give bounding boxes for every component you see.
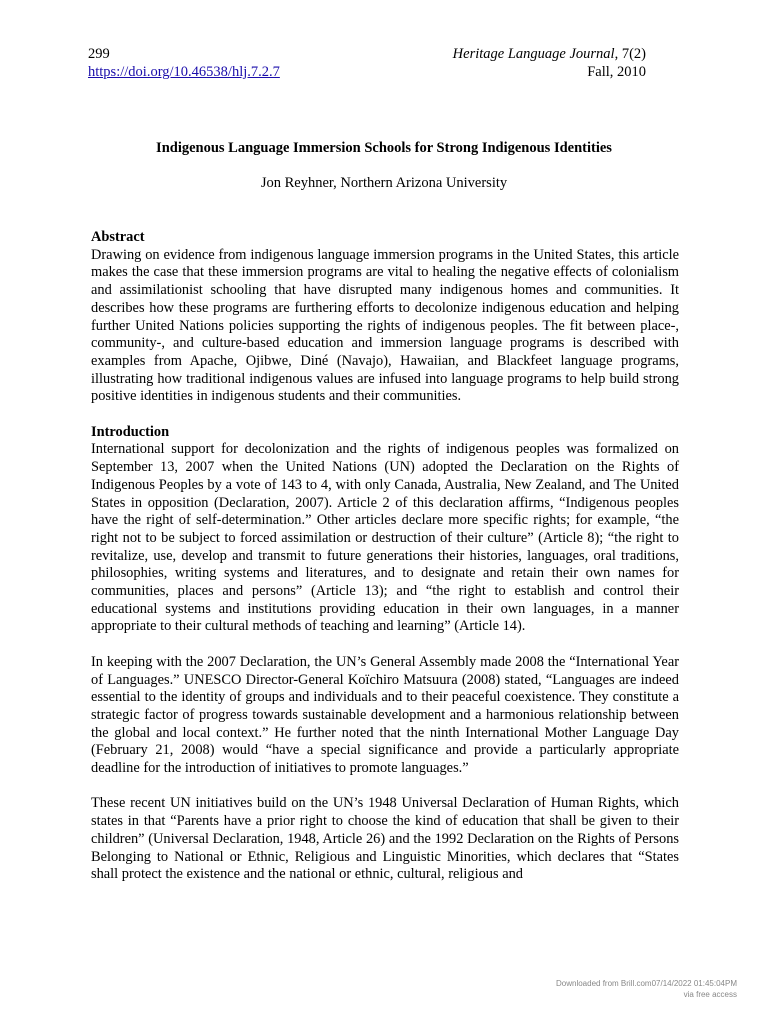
- header-right: [453, 45, 646, 81]
- intro-paragraph: International support for decolonization and the rights of indigenous peoples was formalized on September 13, 2007 when the United Nations (UN) adopted the Declaration on the Rights of Indigenous Peoples by a vote of 143 to 4, with only Canada, Australia, New Zealand, and The United States in opposition (Declaration, 2007). Article 2 of this declaration affirms, “Indigenous peoples have the right of self-determination.” Other articles declare more specific rights; for example, “the right not to be subject to forced assimilation or destruction of their culture” (Article 8); “the right to revitalize, use, develop and transmit to future generations their histories, languages, oral traditions, philosophies, writing systems and literatures, and to designate and retain their own names for communities, places and persons” (Article 13); and “the right to establish and control their educational systems and institutions providing education in their own languages, in a manner appropriate to their cultural methods of teaching and learning” (Article 14).: [91, 441, 679, 635]
- intro-paragraph: These recent UN initiatives build on the UN’s 1948 Universal Declaration of Human Rights, which states in that “Parents have a prior right to choose the kind of education that shall be given to their children” (Universal Declaration, 1948, Article 26) and the 1992 Declaration on the Rights of Persons Belonging to National or Ethnic, Religious and Linguistic Minorities, which declares that “States shall protect the existence and the national or ethnic, cultural, religious and: [91, 795, 679, 883]
- access-note: via free access: [683, 990, 737, 999]
- download-footer: [556, 978, 737, 1000]
- journal-citation: [453, 45, 646, 63]
- doi-link[interactable]: https://doi.org/10.46538/hlj.7.2.7: [88, 64, 280, 80]
- header-left: [88, 45, 280, 81]
- volume-issue: , 7(2): [614, 46, 646, 62]
- author-line: Jon Reyhner, Northern Arizona University: [260, 175, 508, 191]
- intro-paragraph: In keeping with the 2007 Declaration, the UN’s General Assembly made 2008 the “International Year of Languages.” UNESCO Director-General Koïchiro Matsuura (2008) stated, “Languages are indeed essential to the identity of groups and individuals and to their peaceful coexistence. They constitute a strategic factor of progress towards sustainable development and a harmonious relationship between the global and local context.” He further noted that the ninth International Mother Language Day (February 21, 2008) would “have a special significance and provide a particularly appropriate deadline for the introduction of initiatives to promote languages.”: [91, 653, 679, 777]
- download-note: Downloaded from Brill.com07/14/2022 01:45:04PM: [556, 979, 737, 988]
- abstract-heading: Abstract: [91, 229, 145, 245]
- introduction-heading: Introduction: [91, 423, 170, 440]
- journal-name: Heritage Language Journal: [452, 46, 615, 62]
- issue-date: Fall, 2010: [587, 64, 646, 80]
- abstract-text: Drawing on evidence from indigenous language immersion programs in the United States, this article makes the case that these immersion programs are vital to healing the negative effects of colonialism and assimilationist schooling that have disrupted many indigenous homes and communities. It describes how these programs are furthering efforts to decolonize indigenous education and helping further United Nations policies supporting the rights of indigenous peoples. The fit between place-, community-, and culture-based education and immersion language programs is described with examples from Apache, Ojibwe, Diné (Navajo), Hawaiian, and Blackfeet language programs, illustrating how traditional indigenous values are infused into language programs to help build strong positive identities in indigenous students and their communities.: [91, 246, 679, 405]
- paper-title: Indigenous Language Immersion Schools for Strong Indigenous Identities: [156, 140, 612, 156]
- page-number: 299: [88, 46, 110, 62]
- paper-body: [91, 229, 679, 884]
